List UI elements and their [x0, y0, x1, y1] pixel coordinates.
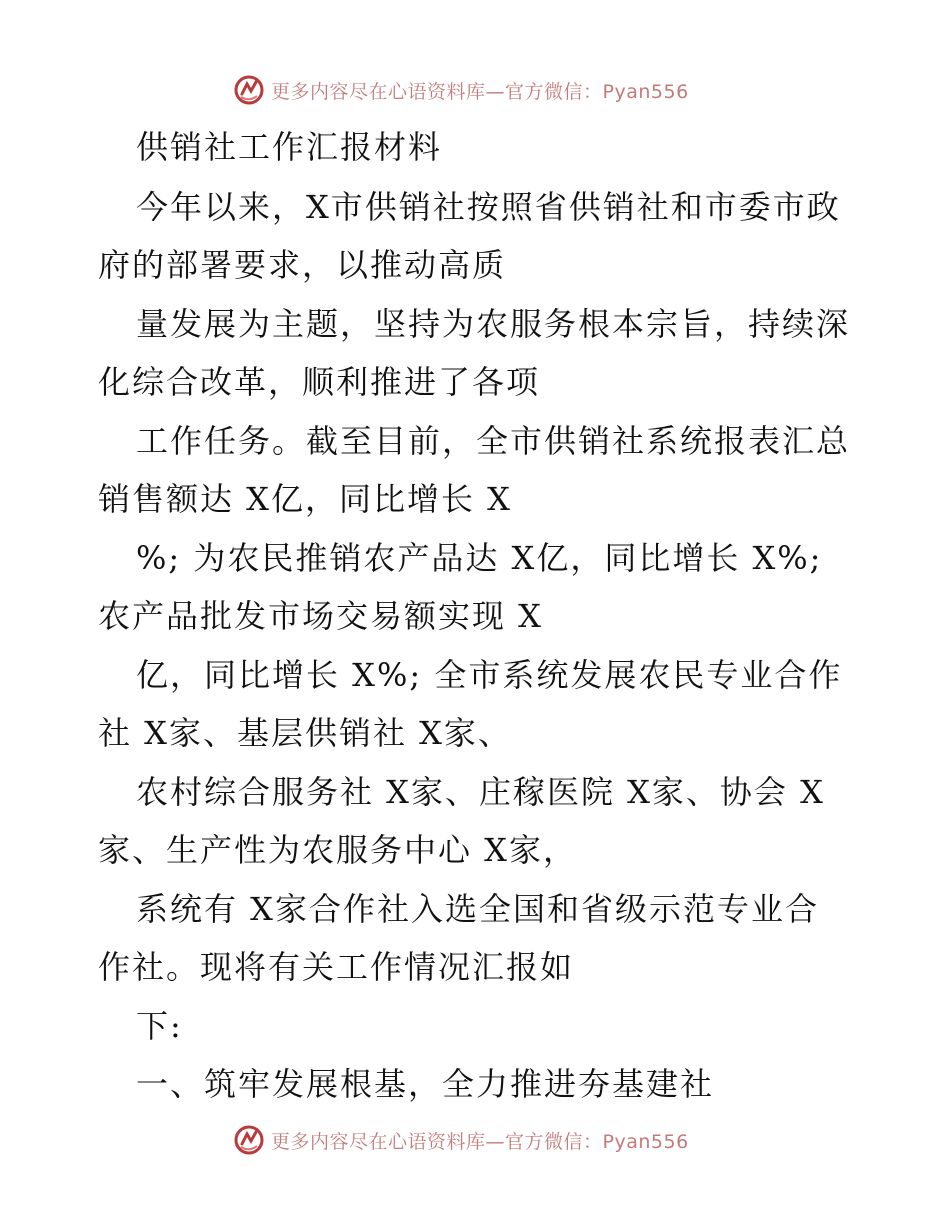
paragraph-line: 化综合改革，顺利推进了各项 [98, 363, 541, 401]
paragraph-line: 工作任务。截至目前，全市供销社系统报表汇总 [136, 422, 851, 460]
paragraph-line: 下: [136, 1007, 183, 1045]
paragraph-line: 作社。现将有关工作情况汇报如 [98, 948, 575, 986]
paragraph-line: 系统有 X家合作社入选全国和省级示范专业合 [136, 890, 819, 928]
document-title: 供销社工作汇报材料 [136, 128, 443, 166]
header-watermark [0, 70, 950, 110]
brand-logo-icon [233, 1124, 265, 1156]
paragraph-line: 亿，同比增长 X%; 全市系统发展农民专业合作 [136, 656, 843, 694]
paragraph-line: 社 X家、基层供销社 X家、 [98, 714, 512, 752]
section-heading: 一、筑牢发展根基，全力推进夯基建社 [136, 1065, 715, 1103]
brand-logo-icon [233, 74, 265, 106]
paragraph-line: %; 为农民推销农产品达 X亿，同比增长 X%; [136, 539, 823, 577]
paragraph-line: 量发展为主题，坚持为农服务根本宗旨，持续深 [136, 305, 851, 343]
paragraph-line: 农村综合服务社 X家、庄稼医院 X家、协会 X [136, 773, 825, 811]
footer-watermark [0, 1120, 950, 1160]
watermark-text: 更多内容尽在心语资料库—官方微信：Pyan556 [271, 1130, 689, 1153]
paragraph-line: 家、生产性为农服务中心 X家， [98, 831, 577, 869]
paragraph-line: 农产品批发市场交易额实现 X [98, 597, 543, 635]
paragraph-line: 销售额达 X亿，同比增长 X [98, 480, 512, 518]
watermark-text: 更多内容尽在心语资料库—官方微信：Pyan556 [271, 80, 689, 103]
paragraph-line: 府的部署要求，以推动高质 [98, 246, 507, 284]
paragraph-line: 今年以来，X市供销社按照省供销社和市委市政 [136, 188, 841, 226]
